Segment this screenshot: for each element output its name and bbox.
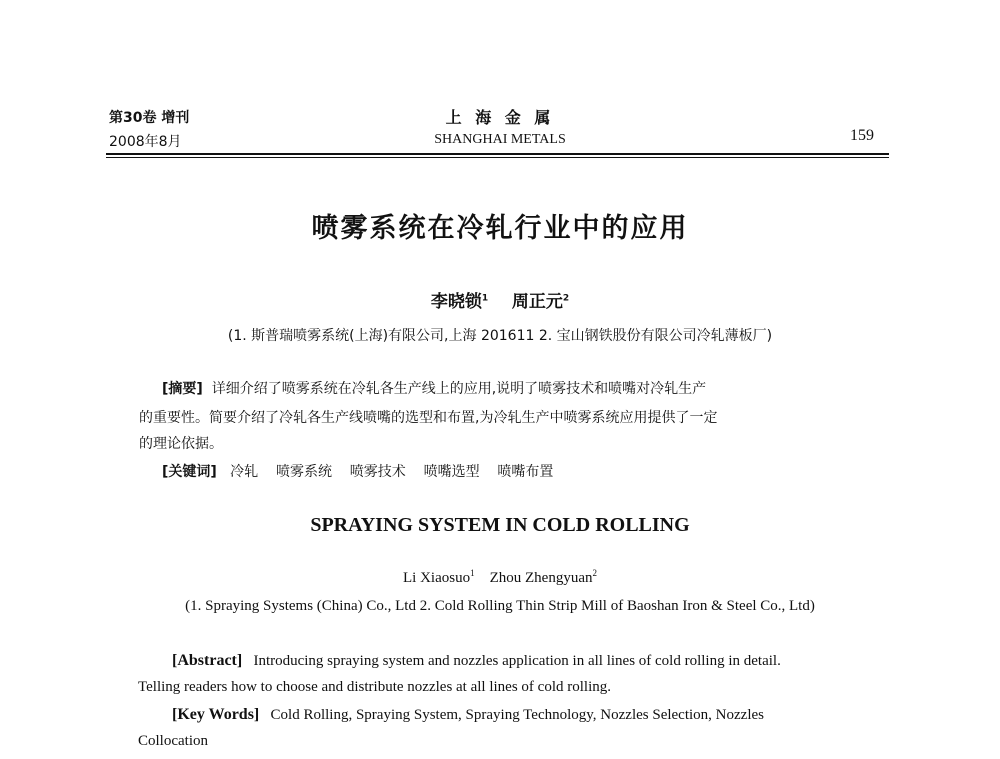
abstract-label-cn: [摘要] (162, 381, 203, 397)
issue-date: 2008年8月 (109, 134, 182, 150)
keywords-label-en: [Key Words] (172, 706, 260, 723)
keyword-cn-2: 喷雾系统 (275, 464, 332, 480)
author-1-cn: 李晓锁 (430, 292, 482, 312)
page-number: 159 (850, 127, 874, 144)
author-2-affil-mark: 2 (562, 293, 570, 304)
keywords-cn (162, 461, 553, 481)
header-rule-thin (106, 157, 889, 158)
author-2-en: Zhou Zhengyuan (489, 570, 593, 586)
abstract-cn-text-1: 详细介绍了喷雾系统在冷轧各生产线上的应用,说明了喷雾技术和喷嘴对冷轧生产 (211, 381, 707, 397)
abstract-en-line-1 (172, 652, 781, 670)
abstract-cn-line-1 (162, 378, 706, 398)
authors-cn (0, 287, 1000, 312)
keywords-label-cn: [关键词] (162, 464, 217, 480)
journal-name-cn: 上 海 金 属 (445, 108, 555, 127)
abstract-cn-line-3: 的理论依据。 (139, 436, 223, 452)
keywords-en-text-1: Cold Rolling, Spraying System, Spraying Technology, Nozzles Selection, Nozzles (270, 707, 764, 723)
keywords-en-line-2: Collocation (138, 733, 208, 749)
author-1-en: Li Xiaosuo (403, 570, 471, 586)
author-1-affil-mark: 1 (481, 293, 489, 304)
keyword-cn-5: 喷嘴布置 (497, 464, 554, 480)
authors-en (0, 570, 1000, 587)
volume-info: 第30卷 增刊 (109, 110, 190, 126)
abstract-label-en: [Abstract] (172, 652, 243, 669)
keyword-cn-3: 喷雾技术 (349, 464, 406, 480)
author-2-cn: 周正元 (511, 292, 563, 312)
header-rule-thick (106, 153, 889, 155)
abstract-cn-line-2: 的重要性。简要介绍了冷轧各生产线喷嘴的选型和布置,为冷轧生产中喷雾系统应用提供了一定 (139, 410, 718, 426)
journal-name-en: SHANGHAI METALS (434, 132, 566, 147)
keywords-en-line-1 (172, 706, 764, 724)
paper-title-en: SPRAYING SYSTEM IN COLD ROLLING (310, 514, 690, 536)
paper-title-cn: 喷雾系统在冷轧行业中的应用 (311, 213, 689, 244)
affiliations-en: (1. Spraying Systems (China) Co., Ltd 2. Cold Rolling Thin Strip Mill of Baoshan Iron & Steel Co., Ltd) (185, 598, 815, 614)
abstract-en-text-1: Introducing spraying system and nozzles application in all lines of cold rolling in detail. (253, 653, 781, 669)
keyword-cn-1: 冷轧 (230, 464, 259, 480)
abstract-en-line-2: Telling readers how to choose and distribute nozzles at all lines of cold rolling. (138, 679, 611, 695)
author-2-en-affil-mark: 2 (592, 568, 597, 578)
author-1-en-affil-mark: 1 (470, 568, 475, 578)
keyword-cn-4: 喷嘴选型 (423, 464, 480, 480)
affiliations-cn: (1. 斯普瑞喷雾系统(上海)有限公司,上海 201611 2. 宝山钢铁股份有限公司冷轧薄板厂) (227, 328, 773, 344)
